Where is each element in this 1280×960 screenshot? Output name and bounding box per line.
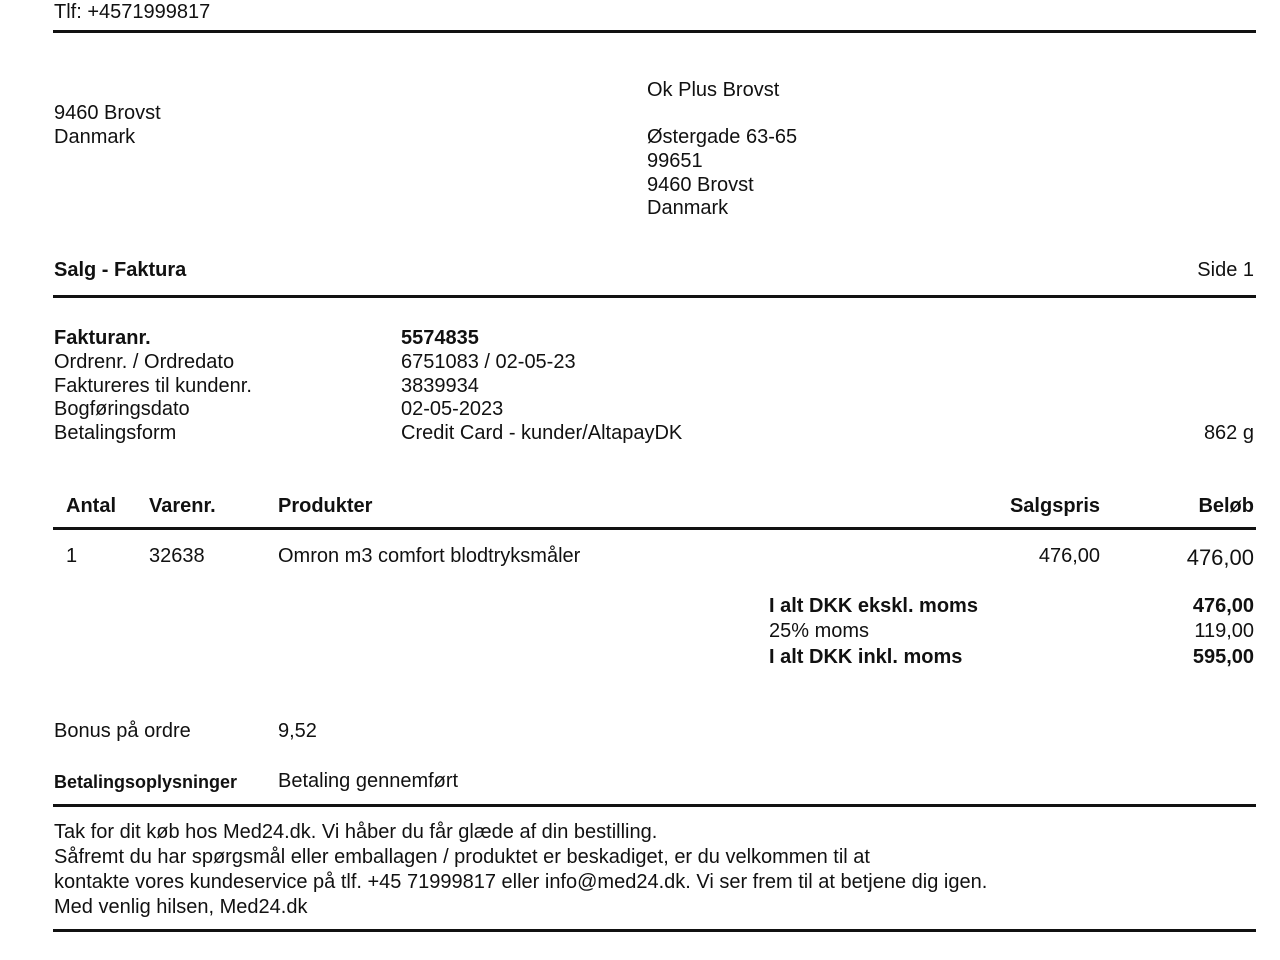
recipient-code: 99651: [647, 150, 703, 172]
row-item-no: 32638: [149, 545, 205, 567]
title-divider: [53, 295, 1256, 298]
payment-method-value: Credit Card - kunder/AltapayDK: [401, 422, 683, 444]
order-value: 6751083 / 02-05-23: [401, 351, 576, 373]
row-amount: 476,00: [1186, 545, 1254, 570]
vat-label: 25% moms: [769, 620, 870, 642]
footer-line-2: Såfremt du har spørgsmål eller emballagen / produktet er beskadiget, er du velkommen til at: [54, 846, 870, 868]
col-header-products: Produkter: [278, 495, 373, 517]
posting-date-value: 02-05-2023: [401, 398, 504, 420]
document-title: Salg - Faktura: [54, 259, 187, 281]
col-header-quantity: Antal: [66, 495, 116, 517]
vat-value: 119,00: [1194, 620, 1254, 642]
footer-line-3: kontakte vores kundeservice på tlf. +45 71999817 eller info@med24.dk. Vi ser frem til at betjene dig igen.: [54, 871, 988, 893]
payment-info-label: Betalingsoplysninger: [54, 772, 238, 792]
total-excl-vat-label: I alt DKK ekskl. moms: [769, 595, 978, 617]
col-header-unit-price: Salgspris: [1009, 495, 1100, 517]
customer-no-label: Faktureres til kundenr.: [54, 375, 252, 397]
col-header-amount: Beløb: [1198, 495, 1254, 517]
bonus-value: 9,52: [278, 720, 317, 742]
row-quantity: 1: [66, 545, 78, 567]
weight-value: 862 g: [1203, 422, 1254, 444]
bonus-label: Bonus på ordre: [54, 720, 191, 742]
recipient-name: Ok Plus Brovst: [647, 79, 780, 101]
sender-country: Danmark: [54, 126, 136, 148]
page-number: Side 1: [1197, 259, 1254, 281]
col-header-item-no: Varenr.: [149, 495, 216, 517]
payment-info-value: Betaling gennemført: [278, 770, 459, 792]
total-excl-vat-value: 476,00: [1192, 595, 1254, 617]
total-incl-vat-value: 595,00: [1192, 646, 1254, 668]
invoice-no-label: Fakturanr.: [54, 327, 151, 349]
header-divider: [53, 30, 1256, 33]
invoice-no-value: 5574835: [401, 327, 479, 349]
footer-top-divider: [53, 804, 1256, 807]
table-header-divider: [53, 527, 1256, 530]
order-label: Ordrenr. / Ordredato: [54, 351, 235, 373]
recipient-country: Danmark: [647, 197, 729, 219]
recipient-street: Østergade 63-65: [647, 126, 798, 148]
footer-line-1: Tak for dit køb hos Med24.dk. Vi håber du får glæde af din bestilling.: [54, 821, 658, 843]
footer-bottom-divider: [53, 929, 1256, 932]
header-phone: Tlf: +4571999817: [54, 1, 211, 23]
footer-line-4: Med venlig hilsen, Med24.dk: [54, 896, 308, 918]
recipient-postal-city: 9460 Brovst: [647, 174, 754, 196]
payment-method-label: Betalingsform: [54, 422, 177, 444]
customer-no-value: 3839934: [401, 375, 479, 397]
sender-postal-city: 9460 Brovst: [54, 102, 161, 124]
row-unit-price: 476,00: [1038, 545, 1100, 567]
row-product: Omron m3 comfort blodtryksmåler: [278, 545, 581, 567]
posting-date-label: Bogføringsdato: [54, 398, 190, 420]
total-incl-vat-label: I alt DKK inkl. moms: [769, 646, 963, 668]
